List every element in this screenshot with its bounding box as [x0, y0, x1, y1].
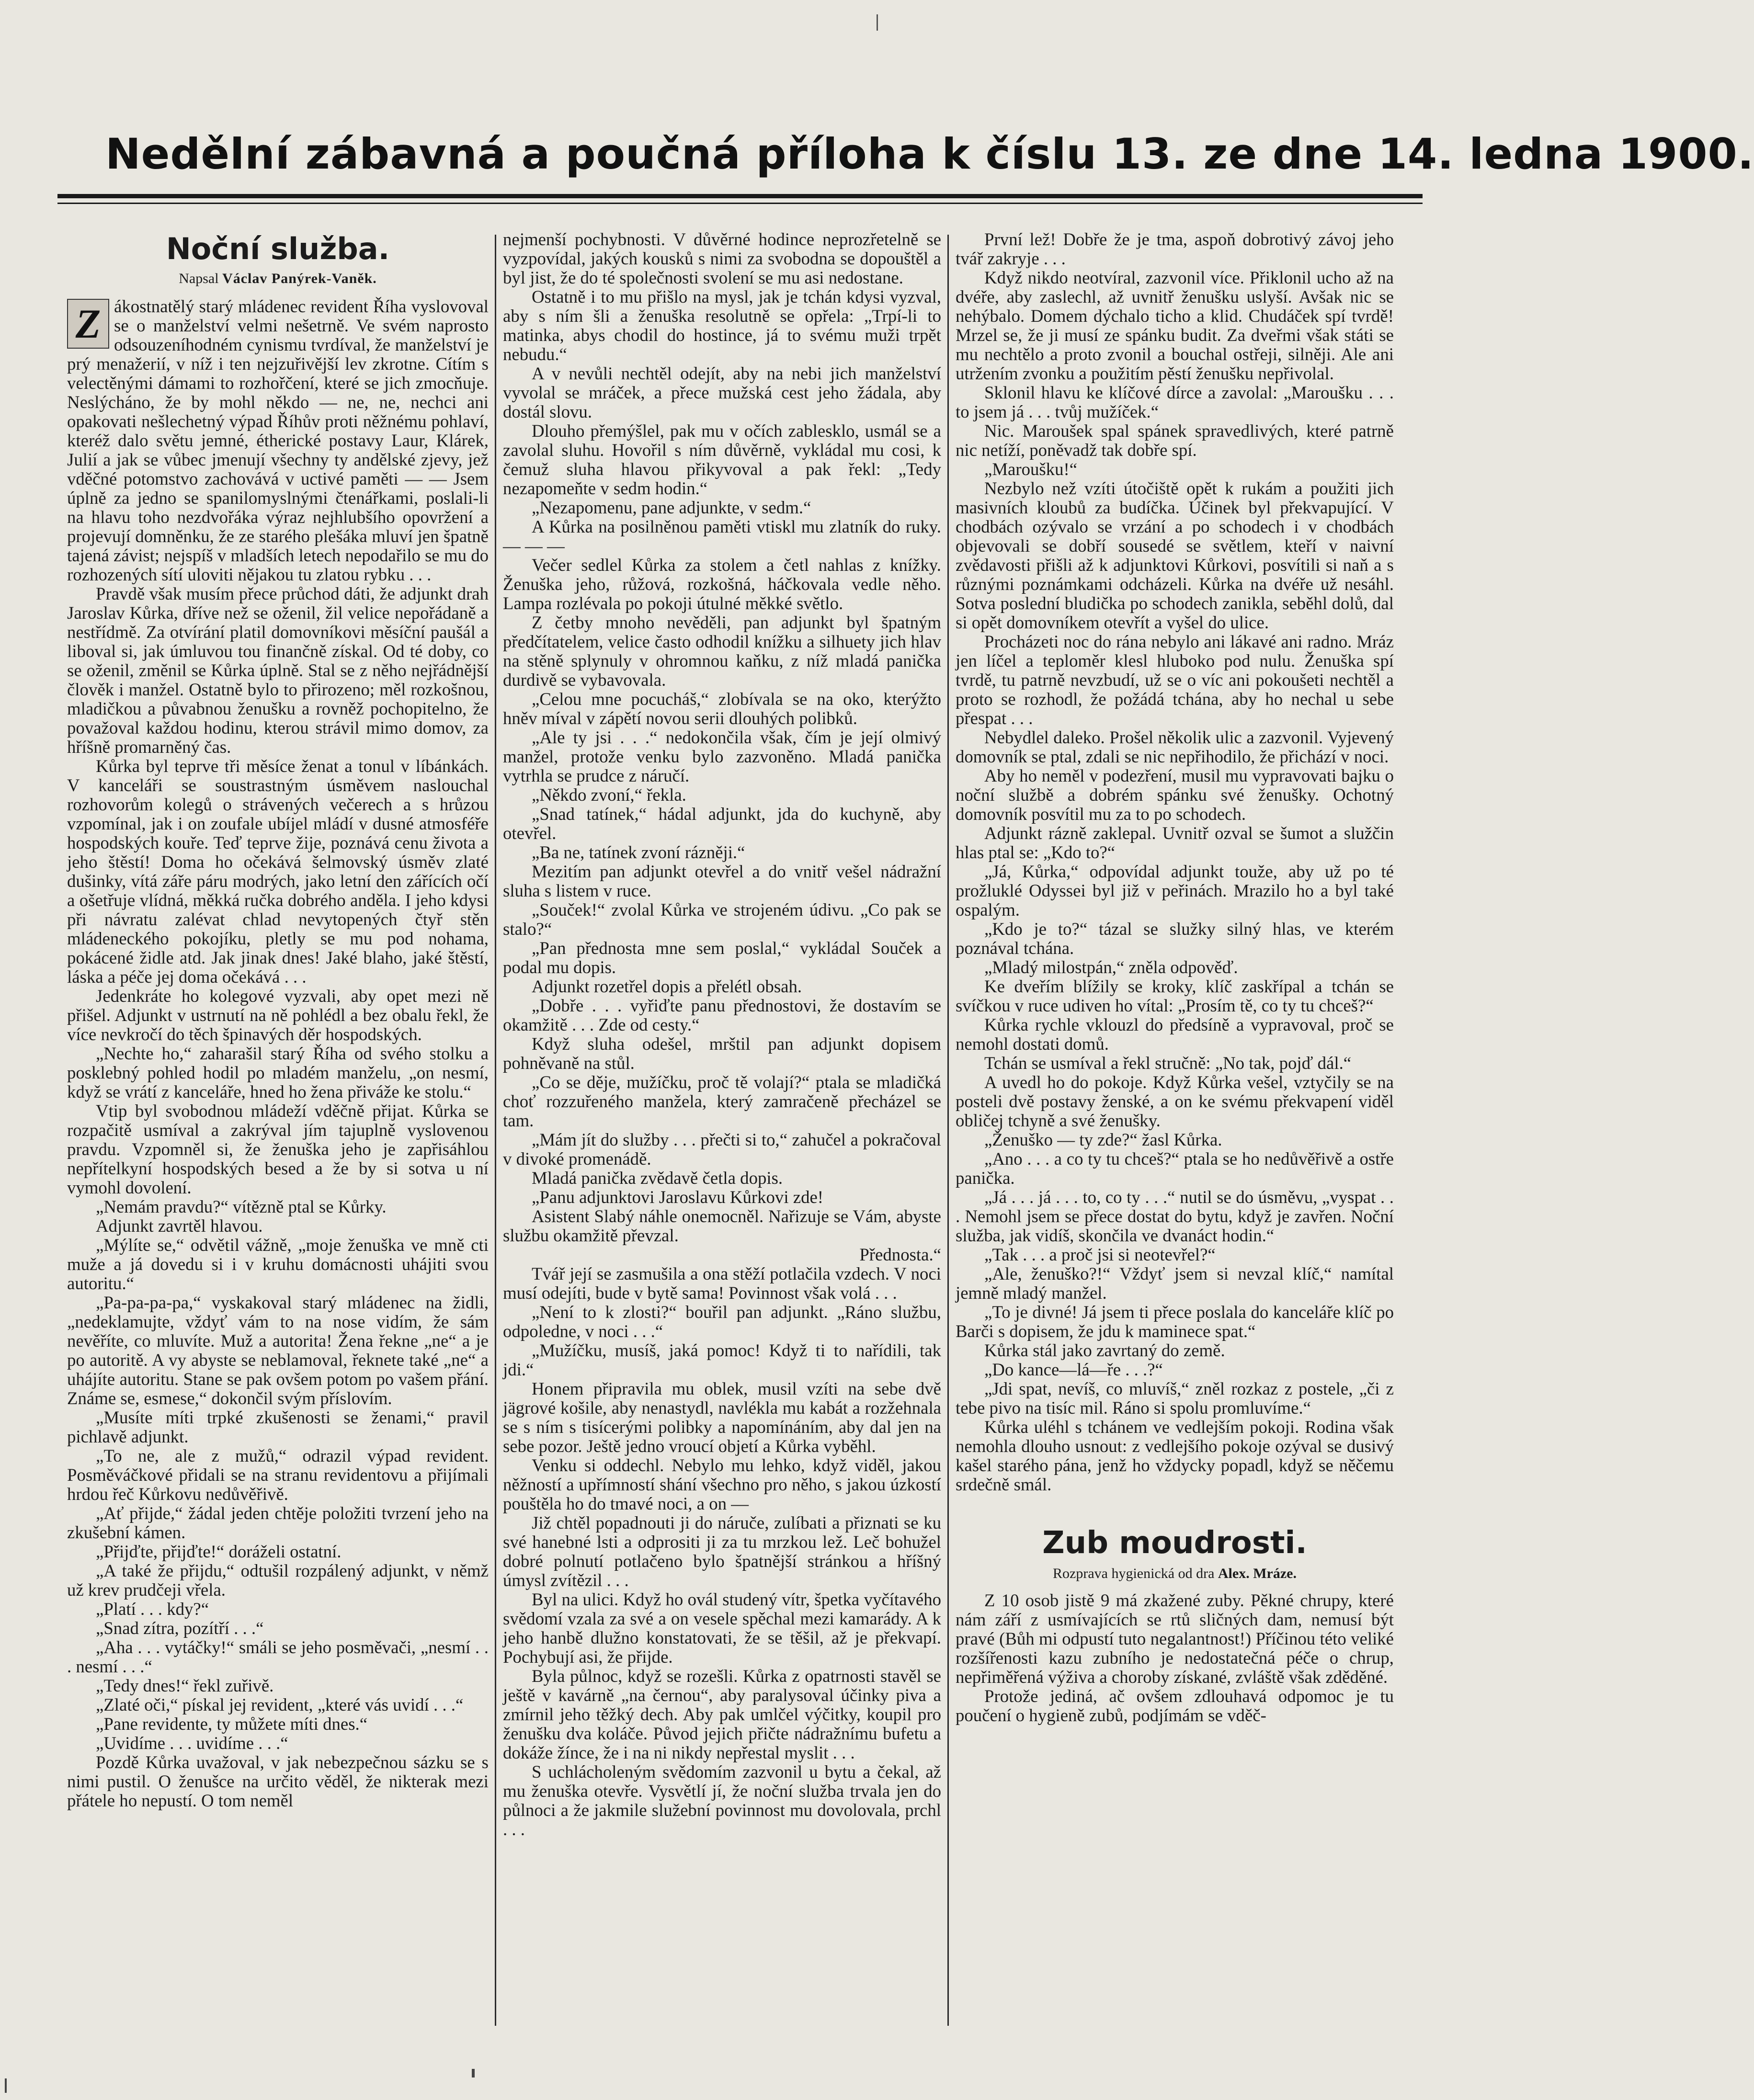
masthead-rule-thick	[57, 194, 1423, 198]
paragraph: „Ale ty jsi . . .“ nedokončila však, čím je její olmivý manžel, protože venku bylo zazvoněno. Mladá panička vytrhla se prudce z náručí.	[503, 727, 941, 785]
paragraph: Když sluha odešel, mrštil pan adjunkt dopisem pohněvaně na stůl.	[503, 1034, 941, 1073]
column-3	[956, 230, 1394, 2031]
paragraph: Byl na ulici. Když ho ovál studený vítr, špetka vyčítavého svědomí vzala za své a on vesele spěchal mezi kamarády. A k jeho hanbě dlužno konstatovati, že se těšil, až je překvapí. Pochybují asi, že přijde.	[503, 1589, 941, 1667]
paragraph: Tchán se usmíval a řekl stručně: „No tak, pojď dál.“	[984, 1053, 1352, 1073]
paragraph: nejmenší pochybnosti. V důvěrné hodince neprozřetelně se vyzpovídal, jakých kousků s nimi za svobodna se dopouštěl a byl jist, že do té společnosti svolení se mu asi nedostane.	[503, 229, 941, 287]
paragraph: „Není to k zlosti?“ bouřil pan adjunkt. „Ráno službu, odpoledne, v noci . . .“	[503, 1302, 941, 1341]
paragraph: „Platí . . . kdy?“	[96, 1599, 209, 1619]
paragraph: „Já, Kůrka,“ odpovídal adjunkt touže, aby už po té prožluklé Odyssei byl již v peřinách. Mrazilo ho a byl také ospalým.	[956, 862, 1394, 919]
paragraph: Mladá panička zvědavě četla dopis.	[532, 1168, 783, 1188]
paragraph: Když nikdo neotvíral, zazvonil více. Přiklonil ucho až na dvéře, aby zaslechl, až uvnitř ženušku uslyší. Avšak nic se nehýbalo. Domem dýchalo ticho a klid. Chudáček spí tvrdě! Mrzel se, že ji musí ze spánku budit. Za dveřmi však státi se mu nechtělo a proto zvonil a bouchal ostřeji, silněji. Ale ani utržením zvonku a použitím pěstí ženušku nepřivolal.	[956, 268, 1394, 383]
paragraph: „Pan přednosta mne sem poslal,“ vykládal Souček a podal mu dopis.	[503, 938, 941, 977]
scan-mark	[5, 2078, 7, 2093]
paragraph: Z četby mnoho nevěděli, pan adjunkt byl špatným předčítatelem, velice často odhodil knížku a silhuety jich hlav na stěně splynuly v ohromnou kaňku, z níž mladá panička durdivě se vybavovala.	[503, 613, 941, 690]
paragraph: „Tedy dnes!“ řekl zuřivě.	[96, 1676, 274, 1695]
paragraph: Adjunkt rázně zaklepal. Uvnitř ozval se šumot a služčin hlas ptal se: „Kdo to?“	[956, 823, 1394, 862]
paragraph: „Musíte míti trpké zkušenosti se ženami,“ pravil pichlavě adjunkt.	[67, 1408, 489, 1446]
paragraph: A Kůrka na posilněnou paměti vtiskl mu zlatník do ruky. — — —	[503, 517, 941, 556]
paragraph: „Ženuško — ty zde?“ žasl Kůrka.	[984, 1130, 1222, 1149]
masthead-rule-thin	[57, 203, 1423, 204]
paragraph: Protože jediná, ač ovšem zdlouhavá odpomoc je tu poučení o hygieně zubů, podjímám se vděč-	[956, 1686, 1394, 1725]
paragraph: Ke dveřím blížily se kroky, klíč zaskřípal a tchán se svíčkou v ruce udiven ho vítal: „Prosím tě, co ty tu chceš?“	[956, 976, 1394, 1015]
paragraph: „A také že přijdu,“ odtušil rozpálený adjunkt, v němž už krev prudčeji vřela.	[67, 1561, 489, 1600]
paragraph: Adjunkt zavrtěl hlavou.	[96, 1216, 263, 1236]
paragraph: Aby ho neměl v podezření, musil mu vypravovati bajku o noční službě a dobrém spánku své ženušky. Ochotný domovník posvítil mu za to po schodech.	[956, 766, 1394, 824]
byline-prefix: Napsal	[179, 271, 219, 286]
paragraph: „Nezapomenu, pane adjunkte, v sedm.“	[532, 498, 811, 517]
paragraph: A v nevůli nechtěl odejít, aby na nebi jich manželství vyvolal se mráček, a přece mužská cest jeho žádala, aby dostál slovu.	[503, 363, 941, 421]
paragraph: „Celou mne pocucháš,“ zlobívala se na oko, kterýžto hněv míval v zápětí novou serii dlouhých polibků.	[503, 689, 941, 728]
paragraph: „Kdo je to?“ tázal se služky silný hlas, ve kterém poznával tchána.	[956, 919, 1394, 958]
paragraph: Venku si oddechl. Nebylo mu lehko, když viděl, jakou něžností a upřímností shání všechno pro něho, s jakou úzkostí pouštěla ho do tmavé noci, a on —	[503, 1455, 941, 1513]
paragraph: „Jdi spat, nevíš, co mluvíš,“ zněl rozkaz z postele, „či z tebe pivo na tisíc mil. Ráno si spolu promluvíme.“	[956, 1379, 1394, 1418]
dropcap-letter: Z	[75, 301, 101, 347]
paragraph: Z 10 osob jistě 9 má zkažené zuby. Pěkné chrupy, které nám září z usmívajících se rtů sličných dam, nemusí být pravé (Bůh mi odpustí tuto negalantnost!) Příčinou této veliké rozšířenosti kazu zubního je nedostatečná péče o chrup, nepřiměřená výživa a choroby získané, zvláště však zděděné.	[956, 1590, 1394, 1687]
article-author: Alex. Mráze.	[1218, 1566, 1297, 1581]
article-byline	[956, 1563, 1394, 1584]
scan-mark	[472, 2069, 475, 2077]
paragraph: Asistent Slabý náhle onemocněl. Nařizuje se Vám, abyste službu okamžitě převzal.	[503, 1206, 941, 1245]
paragraph: Pozdě Kůrka uvažoval, v jak nebezpečnou sázku se s nimi pustil. O ženušce na určito věděl, že nikterak mezi přátele ho nepustí. O tom neměl	[67, 1752, 489, 1810]
paragraph: Nebydlel daleko. Prošel několik ulic a zazvonil. Vyjevený domovník se ptal, zdali se nic nepřihodilo, že přichází v noci.	[956, 727, 1394, 766]
story-title: Noční služba.	[166, 231, 390, 266]
paragraph: „Snad tatínek,“ hádal adjunkt, jda do kuchyně, aby otevřel.	[503, 804, 941, 843]
paragraph: „Nechte ho,“ zaharašil starý Říha od svého stolku a posklebný pohled hodil po mladém manželu, „on nesmí, když se vrátí z kanceláře, hned ho žena přiváže ke stolu.“	[67, 1044, 489, 1101]
paragraph: Vtip byl svobodnou mládeží vděčně přijat. Kůrka se rozpačitě usmíval a zakrýval jím tajuplně vyslovenou pravdu. Vzpomněl si, že ženuška jeho je zapřisáhlou nepřítelkyní hospodských besed a že by si sotva u ní vymohl dovolení.	[67, 1101, 489, 1197]
paragraph: S uchlácholeným svědomím zazvonil u bytu a čekal, až mu ženuška otevře. Vysvětlí jí, že noční služba trvala jen do půlnoci a že jakmile služební povinnost mu dovolovala, prchl . . .	[503, 1762, 941, 1839]
paragraph: „Ano . . . a co ty tu chceš?“ ptala se ho nedůvěřivě a ostře panička.	[956, 1149, 1394, 1188]
paragraph: „Maroušku!“	[984, 459, 1078, 479]
paragraph: Dlouho přemýšlel, pak mu v očích zablesklo, usmál se a zavolal sluhu. Hovořil s ním důvěrně, vykládal mu cosi, k čemuž sluha hlavou přikyvoval a pak řekl: „Tedy nezapomeňte v sedm hodin.“	[503, 421, 941, 498]
scan-mark	[877, 14, 878, 31]
paragraph: Kůrka byl teprve tři měsíce ženat a tonul v líbánkách. V kanceláři se soustrastným úsměvem naslouchal rozhovorům kolegů o strávených večerech a s hrůzou vzpomínal, jak i on zoufale ubíjel mládí v dusné atmosféře hospodských kouře. Teď teprve žije, poznává cenu života a jeho štěstí! Doma ho očekává šelmovský úsměv zlaté dušinky, vítá záře páru modrých, jako letní den zářících očí a ošetřuje vlídná, měkká ručka dobrého anděla. I jeho kdysi při návratu zalévat chlad nevytopených čtyř stěn mládeneckého pokojíku, pletly se mu pod nohama, pokácené židle atd. Jak jinak dnes! Jaké blaho, jaké štěstí, láska a péče jej doma očekává . . .	[67, 756, 489, 987]
paragraph: „Já . . . já . . . to, co ty . . .“ nutil se do úsměvu, „vyspat . . . Nemohl jsem se přece dostat do bytu, když je zavřen. Noční služba, jak vidíš, skončila ve dvanáct hodin.“	[956, 1187, 1394, 1245]
paragraph: „To je divné! Já jsem ti přece poslala do kanceláře klíč po Barči s dopisem, že jdu k maminece spat.“	[956, 1302, 1394, 1341]
paragraph: Pravdě však musím přece průchod dáti, že adjunkt drah Jaroslav Kůrka, dříve než se oženil, žil velice nepořádaně a nestřídmě. Za otvírání platil domovníkovi měsíční paušál a liboval si, jak úmluvou tou finančně získal. Od té doby, co se oženil, změnil se Kůrka úplně. Stal se z něho nejřádnější člověk i manžel. Ostatně bylo to přirozeno; měl rozkošnou, mladičkou a půvabnou ženušku a rovněž pochopitelno, že považoval každou hodinu, kterou strávil mimo domov, za hříšně promarněný čas.	[67, 584, 489, 757]
column-2	[503, 230, 941, 2031]
paragraph: Adjunkt rozetřel dopis a přelétl obsah.	[532, 976, 802, 996]
article-byline-prefix: Rozprava hygienická od dra	[1053, 1566, 1215, 1581]
column-divider	[947, 235, 949, 2026]
paragraph: Nic. Maroušek spal spánek spravedlivých, které patrně nic netíží, poněvadž tak dobře spí.	[956, 421, 1394, 460]
paragraph: Již chtěl popadnouti ji do náruče, zulíbati a přiznati se ku své hanebné lsti a odprositi ji za tu mrzkou lež. Leč bohužel dobré polnutí potlačeno bylo špatnější stránkou a hříšný úmysl zvítězil . . .	[503, 1513, 941, 1590]
paragraph: Kůrka rychle vklouzl do předsíně a vypravoval, proč se nemohl dostati domů.	[956, 1015, 1394, 1054]
paragraph: Byla půlnoc, když se rozešli. Kůrka z opatrnosti stavěl se ještě v kavárně „na černou“, aby paralysoval účinky piva a zmírnil jeho těžký dech. Aby pak umlčel výčitky, koupil pro ženušku dva koláče. Původ jejich přičte nádražnímu bufetu a dokáže žínce, že i na ni nikdy nepřestal myslit . . .	[503, 1666, 941, 1762]
paragraph: „Co se děje, mužíčku, proč tě volají?“ ptala se mladičká choť rozzuřeného manžela, který zamračeně přecházel se tam.	[503, 1072, 941, 1130]
paragraph: A uvedl ho do pokoje. Když Kůrka vešel, vztyčily se na posteli dvě postavy ženské, a on ke svému překvapení viděl obličej tchyně a své ženušky.	[956, 1072, 1394, 1130]
paragraph: „Někdo zvoní,“ řekla.	[532, 785, 686, 805]
paragraph: „Ať přijde,“ žádal jeden chtěje položiti tvrzení jeho na zkušební kámen.	[67, 1503, 489, 1542]
paragraph: „Dobře . . . vyřiďte panu přednostovi, že dostavím se okamžitě . . . Zde od cesty.“	[503, 996, 941, 1034]
paragraph: Honem připravila mu oblek, musil vzíti na sebe dvě jägrové košile, aby nenastydl, navlékla mu kabát a rozžehnala se s ním s tisícerými polibky a napomínáním, aby dal jen na sebe pozor. Ještě jedno vroucí objetí a Kůrka vyběhl.	[503, 1379, 941, 1456]
paragraph: „Aha . . . vytáčky!“ smáli se jeho posměvači, „nesmí . . . nesmí . . .“	[67, 1637, 489, 1676]
column-1	[67, 230, 489, 2031]
paragraph: „Ale, ženuško?!“ Vždyť jsem si nevzal klíč,“ namítal jemně mladý manžel.	[956, 1264, 1394, 1303]
paragraph: „Mýlíte se,“ odvětil vážně, „moje ženuška ve mně cti muže a já dovedu si i v kruhu domácnosti uhájiti svou autoritu.“	[67, 1235, 489, 1293]
paragraph: „Do kance—lá—ře . . .?“	[984, 1360, 1163, 1379]
paragraph-signature: Přednosta.“	[859, 1245, 941, 1264]
story-author: Václav Panýrek-Vaněk.	[222, 271, 377, 286]
dropcap-ornament	[67, 299, 109, 349]
paragraph: „Ba ne, tatínek zvoní rázněji.“	[532, 842, 745, 862]
paragraph: „Mladý milostpán,“ zněla odpověď.	[984, 957, 1238, 977]
paragraph: Jedenkráte ho kolegové vyzvali, aby opet mezi ně přišel. Adjunkt v ustrnutí na ně pohlédl a bez obalu řekl, že více nevkročí do těch špinavých děr hospodských.	[67, 986, 489, 1044]
column-divider	[495, 235, 496, 2026]
paragraph: Kůrka stál jako zavrtaný do země.	[984, 1340, 1225, 1360]
masthead: Nedělní zábavná a poučná příloha k číslu 13. ze dne 14. ledna 1900.	[105, 129, 1754, 179]
paragraph: Ostatně i to mu přišlo na mysl, jak je tchán kdysi vyzval, aby s ním šli a ženuška resolutně se opřela: „Trpí-li to matinka, abys chodil do hostince, já to svému muži trpět nebudu.“	[503, 287, 941, 364]
paragraph: „Uvidíme . . . uvidíme . . .“	[96, 1733, 288, 1753]
paragraph: Nezbylo než vzíti útočiště opět k rukám a použiti jich masivních kloubů za budíčka. Účinek byl překvapující. V chodbách ozývalo se vrzání a po schodech i v chodbách objevovali se dobří sousedé se světlem, kteří v naivní zvědavosti přišli až k adjunktovi Kůrkovi, posvítili si naň a s různými poznámkami odcházeli. Kůrka na dvéře už nesáhl. Sotva poslední bludička po schodech zanikla, seběhl dolů, dal si opět domovníkem otevřít a vyšel do ulice.	[956, 478, 1394, 632]
paragraph: ákostnatělý starý mládenec revident Říha vyslovoval se o manželství velmi nešetrně. Ve svém naprosto odsouzeníhodném cynismu tvrdíval, že manželství je prý menažerií, v níž i ten nejzuřivější lev zkrotne. Cítím s velectěnými dámami to rozhořčení, které se jich zmocňuje. Neslýcháno, že by mohl někdo — ne, ne, nechci ani opakovati nešlechetný výpad Říhův proti něžnému pohlaví, kteréž dalo světu jemné, étherické postavy Laur, Klárek, Julií a jak se vůbec jmenují všechny ty andělské zjevy, jež vděčné potomstvo zachovává v uctivé paměti — — Jsem úplně za jedno se spanilomyslnými čtenářkami, poslali-li na hlavu toho nezdvořáka výraz nejhlubšího opovržení a projevují domněnku, že ze starého plešáka mluví jen špatně tajená závist; nejspíš v mladších letech nepodařilo se mu do rozhozených sítí uloviti nějakou tu zlatou rybku . . .	[67, 296, 489, 584]
paragraph: „Panu adjunktovi Jaroslavu Kůrkovi zde!	[532, 1187, 824, 1207]
paragraph: Kůrka uléhl s tchánem ve vedlejším pokoji. Rodina však nemohla dlouho usnout: z vedlejšího pokoje ozýval se dusivý kašel starého pána, jenž ho vždycky popadl, když se něčemu srdečně smál.	[956, 1417, 1394, 1494]
article-title: Zub moudrosti.	[1042, 1525, 1307, 1561]
paragraph: Sklonil hlavu ke klíčové dírce a zavolal: „Maroušku . . . to jsem já . . . tvůj mužíček.“	[956, 383, 1394, 421]
paragraph: Procházeti noc do rána nebylo ani lákavé ani radno. Mráz jen líčel a teploměr klesl hluboko pod nulu. Ženuška spí tvrdě, tu patrně nevzbudí, už se o víc ani pokoušeti nechtěl a proto se rozhodl, že požádá tchána, aby ho nechal u sebe přespat . . .	[956, 632, 1394, 728]
paragraph: „Pane revidente, ty můžete míti dnes.“	[96, 1714, 368, 1734]
paragraph: Mezitím pan adjunkt otevřel a do vnitř vešel nádražní sluha s listem v ruce.	[503, 862, 941, 900]
paragraph: „Souček!“ zvolal Kůrka ve strojeném údivu. „Co pak se stalo?“	[503, 900, 941, 939]
paragraph: „Nemám pravdu?“ vítězně ptal se Kůrky.	[96, 1197, 387, 1216]
paragraph: „Přijďte, přijďte!“ doráželi ostatní.	[96, 1542, 342, 1561]
paragraph: „Mužíčku, musíš, jaká pomoc! Když ti to nařídili, tak jdi.“	[503, 1340, 941, 1379]
paragraph: „Zlaté oči,“ pískal jej revident, „které vás uvidí . . .“	[96, 1695, 464, 1714]
paragraph: „Mám jít do služby . . . přečti si to,“ zahučel a pokračoval v divoké promenádě.	[503, 1130, 941, 1169]
paragraph: „To ne, ale z mužů,“ odrazil výpad revident. Posměváčkové přidali se na stranu revidentovu a přijímali hrdou řeč Kůrkovu nedůvěřivě.	[67, 1446, 489, 1504]
paragraph: „Snad zítra, pozítří . . .“	[96, 1618, 264, 1638]
paragraph: „Tak . . . a proč jsi si neotevřel?“	[984, 1245, 1216, 1264]
paragraph: Večer sedlel Kůrka za stolem a četl nahlas z knížky. Ženuška jeho, růžová, rozkošná, háčkovala vedle něho. Lampa rozlévala po pokoji útulné měkké světlo.	[503, 555, 941, 613]
paragraph: První lež! Dobře že je tma, aspoň dobrotivý závoj jeho tvář zakryje . . .	[956, 229, 1394, 268]
story-byline	[67, 268, 489, 289]
paragraph: „Pa-pa-pa-pa,“ vyskakoval starý mládenec na židli, „nedeklamujte, vždyť vám to na nose vidím, že sám nevěříte, co mluvíte. Muž a autorita! Žena řekne „ne“ a je po autoritě. A vy abyste se neblamoval, řeknete také „ne“ a uhájíte autoritu. Stane se pak ovšem potom po vašem přání. Známe se, esmese,“ dokončil svým příslovím.	[67, 1293, 489, 1408]
paragraph: Tvář její se zasmušila a ona stěží potlačila vzdech. V noci musí odejíti, bude v bytě sama! Povinnost však volá . . .	[503, 1264, 941, 1303]
